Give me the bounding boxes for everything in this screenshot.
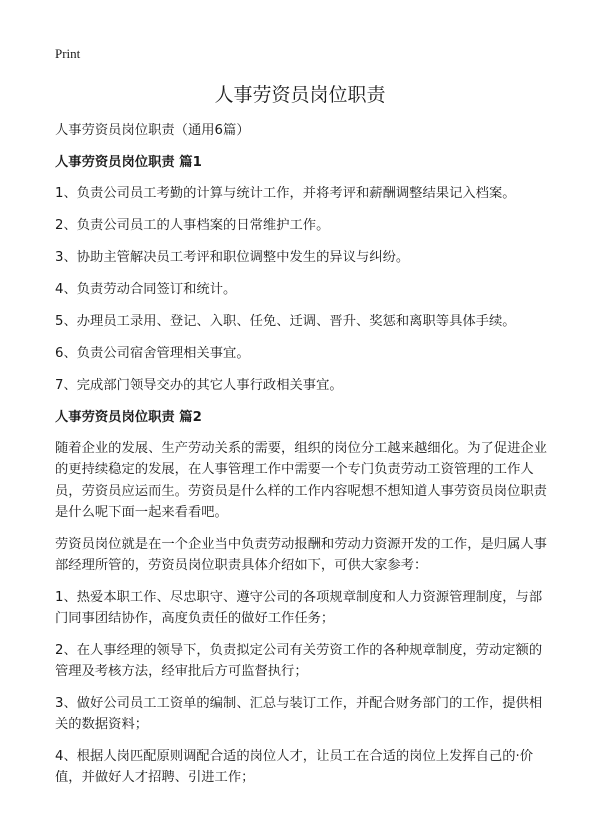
paragraph: 3、做好公司员工工资单的编制、汇总与装订工作，并配合财务部门的工作，提供相关的数据资料； [55, 695, 543, 732]
paragraph: 1、热爱本职工作、尽忠职守、遵守公司的各项规章制度和人力资源管理制度，与部门同事团结协作，高度负责任的做好工作任务； [55, 589, 543, 626]
list-item: 4、负责劳动合同签订和统计。 [55, 281, 237, 297]
paragraph: 随着企业的发展、生产劳动关系的需要，组织的岗位分工越来越细化。为了促进企业的更持续稳定的发展，在人事管理工作中需要一个专门负责劳动工资管理的工作人员，劳资员应运而生。劳资员是什么样的工作内容呢想不想知道人事劳资员岗位职责是什么呢下面一起来看看吧。 [55, 440, 547, 520]
list-item: 1、负责公司员工考勤的计算与统计工作，并将考评和薪酬调整结果记入档案。 [55, 185, 516, 201]
subtitle: 人事劳资员岗位职责（通用6篇） [55, 123, 250, 138]
paragraph: 4、根据人岗匹配原则调配合适的岗位人才，让员工在合适的岗位上发挥自己的·价值，并做好人才招聘、引进工作； [55, 748, 534, 785]
paragraph: 2、在人事经理的领导下，负责拟定公司有关劳资工作的各种规章制度，劳动定额的管理及考核方法，经审批后方可监督执行； [55, 642, 543, 679]
list-item: 7、完成部门领导交办的其它人事行政相关事宜。 [55, 377, 343, 393]
list-item: 3、协助主管解决员工考评和职位调整中发生的异议与纠纷。 [55, 249, 410, 265]
list-item: 5、办理员工录用、登记、入职、任免、迁调、晋升、奖惩和离职等具体手续。 [55, 313, 516, 329]
paragraph: 劳资员岗位就是在一个企业当中负责劳动报酬和劳动力资源开发的工作，是归属人事部经理所管的，劳资员岗位职责具体介绍如下，可供大家参考： [55, 536, 547, 573]
section-heading: 人事劳资员岗位职责 篇2 [55, 409, 202, 425]
page-title: 人事劳资员岗位职责 [214, 84, 386, 106]
document-body [55, 120, 552, 799]
print-link[interactable]: Print [55, 46, 81, 61]
list-item: 2、负责公司员工的人事档案的日常维护工作。 [55, 217, 330, 233]
list-item: 6、负责公司宿舍管理相关事宜。 [55, 345, 250, 361]
section-heading: 人事劳资员岗位职责 篇1 [55, 154, 202, 170]
